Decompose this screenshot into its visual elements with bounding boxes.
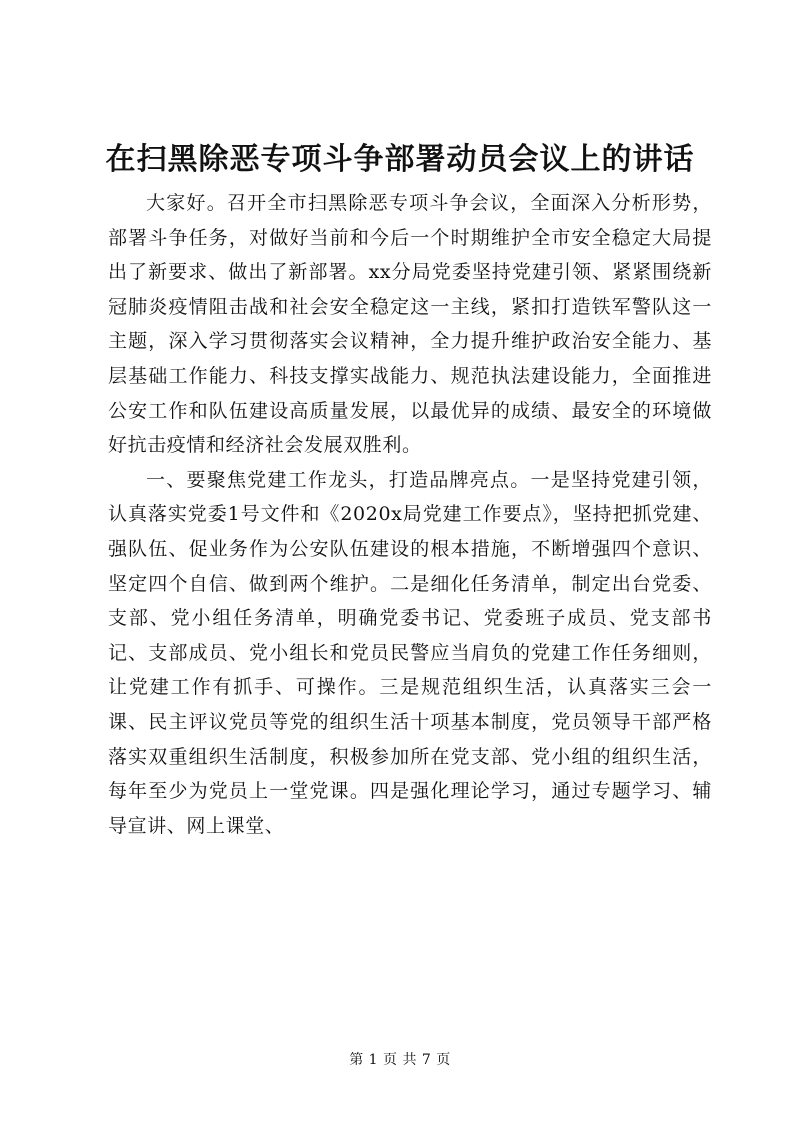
page-indicator: 第 1 页 共 7 页 [349, 1052, 451, 1068]
document-body [108, 186, 712, 843]
paragraph-intro: 大家好。召开全市扫黑除恶专项斗争会议，全面深入分析形势，部署斗争任务，对做好当前和今后一个时期维护全市安全稳定大局提出了新要求、做出了新部署。xx分局党委坚持党建引领、紧紧围绕新冠肺炎疫情阻击战和社会安全稳定这一主线，紧扣打造铁军警队这一主题，深入学习贯彻落实会议精神，全力提升维护政治安全能力、基层基础工作能力、科技支撑实战能力、规范执法建设能力，全面推进公安工作和队伍建设高质量发展，以最优异的成绩、最安全的环境做好抗击疫情和经济社会发展双胜利。 [108, 192, 712, 457]
paragraph-section-one: 一、要聚焦党建工作龙头，打造品牌亮点。一是坚持党建引领，认真落实党委1号文件和《2020x局党建工作要点》，坚持把抓党建、强队伍、促业务作为公安队伍建设的根本措施，不断增强四个意识、坚定四个自信、做到两个维护。二是细化任务清单，制定出台党委、支部、党小组任务清单，明确党委书记、党委班子成员、党支部书记、支部成员、党小组长和党员民警应当肩负的党建工作任务细则，让党建工作有抓手、可操作。三是规范组织生活，认真落实三会一课、民主评议党员等党的组织生活十项基本制度，党员领导干部严格落实双重组织生活制度，积极参加所在党支部、党小组的组织生活，每年至少为党员上一堂党课。四是强化理论学习，通过专题学习、辅导宣讲、网上课堂、 [108, 468, 712, 837]
document-title: 在扫黑除恶专项斗争部署动员会议上的讲话 [105, 142, 695, 177]
